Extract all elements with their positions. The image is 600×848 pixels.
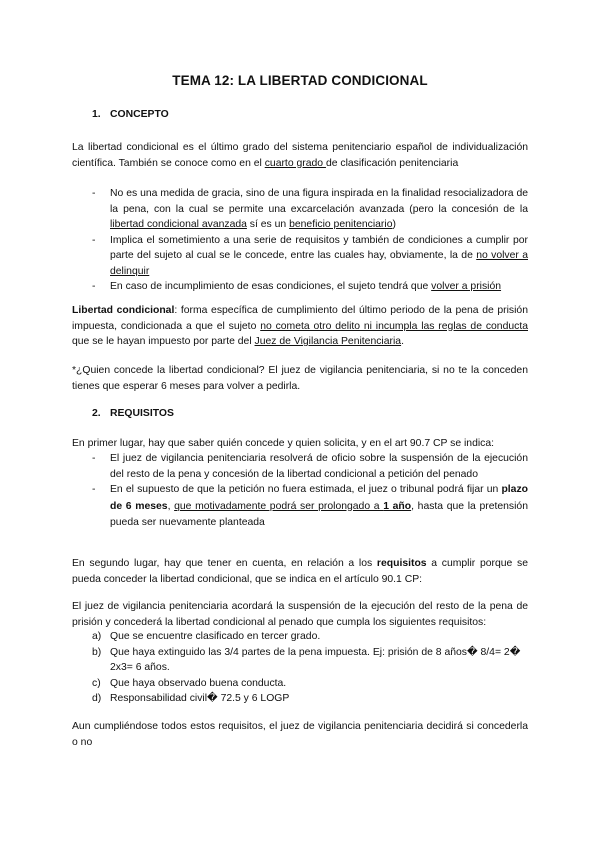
condition-term: no cometa otro delito ni incumpla las reglas de conducta (260, 320, 528, 332)
no-volver-a-delinquir-term: no volver a delinquir (110, 250, 528, 277)
list-item: - Implica el sometimiento a una serie de requisitos y también de condiciones a cumplir por parte del sujeto al cual se le concede, entre las cuales hay, obviamente, la de no volver a delinquir (72, 233, 528, 280)
section-heading-concepto (92, 107, 169, 123)
requisitos-term: requisitos (376, 558, 427, 569)
concepto-bullet-list (72, 186, 528, 295)
list-item: - El juez de vigilancia penitenciaria resolverá de oficio sobre la suspensión de la ejecución del resto de la pena y concesión de la libertad condicional a petición del penado (72, 451, 528, 482)
page-title: TEMA 12: LA LIBERTAD CONDICIONAL (172, 73, 428, 88)
concepto-intro-paragraph: La libertad condicional es el último grado del sistema penitenciario español de individualización científica. También se conoce como en el cuarto grado de clasificación penitenciaria (72, 142, 528, 169)
note-paragraph: *¿Quien concede la libertad condicional? El juez de vigilancia penitenciaria, si no te la conceden tienes que esperar 6 meses para volver a pedirla. (72, 365, 528, 392)
section-heading-requisitos (92, 406, 174, 422)
list-item: - En el supuesto de que la petición no fuera estimada, el juez o tribunal podrá fijar un plazo de 6 meses, que motivadamente podrá ser prolongado a 1 año, hasta que la pretensión pueda ser nuevamente planteada (72, 482, 528, 532)
un-ano-term: 1 año (383, 500, 412, 512)
libertad-condicional-avanzada-term: libertad condicional avanzada (110, 219, 247, 230)
section-title: CONCEPTO (110, 109, 169, 120)
beneficio-penitenciario-term: beneficio penitenciario (289, 219, 393, 230)
closing-paragraph: Aun cumpliéndose todos estos requisitos, el juez de vigilancia penitenciaria decidirá si concederla o no (72, 721, 528, 748)
list-item: - En caso de incumplimiento de esas condiciones, el sujeto tendrá que volver a prisión (72, 279, 528, 295)
volver-a-prision-term: volver a prisión (431, 281, 502, 292)
section-number: 1. (92, 109, 101, 120)
definition-paragraph: Libertad condicional: forma específica de cumplimiento del último periodo de la pena de prisión impuesta, condicionada a que el sujeto no cometa otro delito ni incumpla las reglas de conducta que se le hayan impuesto por parte del Juez de Vigilancia Penitenciaria. (72, 305, 528, 347)
second-paragraph: En segundo lugar, hay que tener en cuenta, en relación a los requisitos a cumplir porque se pueda conceder la libertad condicional, que se indica en el artículo 90.1 CP: (72, 558, 529, 585)
definition-term: Libertad condicional (72, 305, 175, 316)
list-item: - No es una medida de gracia, sino de una figura inspirada en la finalidad resocializadora de la pena, con la cual se permite una excarcelación avanzada (pero la concesión de la libertad condicional avanzada sí es un beneficio penitenciario) (72, 186, 528, 233)
requisitos-lettered-list (72, 629, 528, 707)
requisitos-bullet-list (72, 451, 528, 532)
plazo-term: plazo de 6 meses (110, 484, 528, 512)
section-title: REQUISITOS (110, 408, 174, 419)
cuarto-grado-term: cuarto grado (264, 157, 326, 169)
juez-vigilancia-term: Juez de Vigilancia Penitenciaria (254, 336, 402, 347)
prolongado-term: que motivadamente podrá ser prolongado a (174, 500, 384, 512)
list-item: a) Que se encuentre clasificado en tercer grado. (92, 631, 321, 642)
requisitos-intro-paragraph: En primer lugar, hay que saber quién concede y quien solicita, y en el art 90.7 CP se indica: (72, 438, 495, 449)
third-paragraph: El juez de vigilancia penitenciaria acordará la suspensión de la ejecución del resto de la pena de prisión y concederá la libertad condicional al penado que cumpla los siguientes requisitos: (72, 601, 528, 628)
list-item: c) Que haya observado buena conducta. (92, 677, 287, 689)
section-number: 2. (92, 408, 101, 419)
list-item: b) Que haya extinguido las 3/4 partes de la pena impuesta. Ej: prisión de 8 años� 8/4= 2� 2x3= 6 años. (92, 646, 521, 673)
list-item: d) Responsabilidad civil� 72.5 y 6 LOGP (92, 693, 290, 704)
